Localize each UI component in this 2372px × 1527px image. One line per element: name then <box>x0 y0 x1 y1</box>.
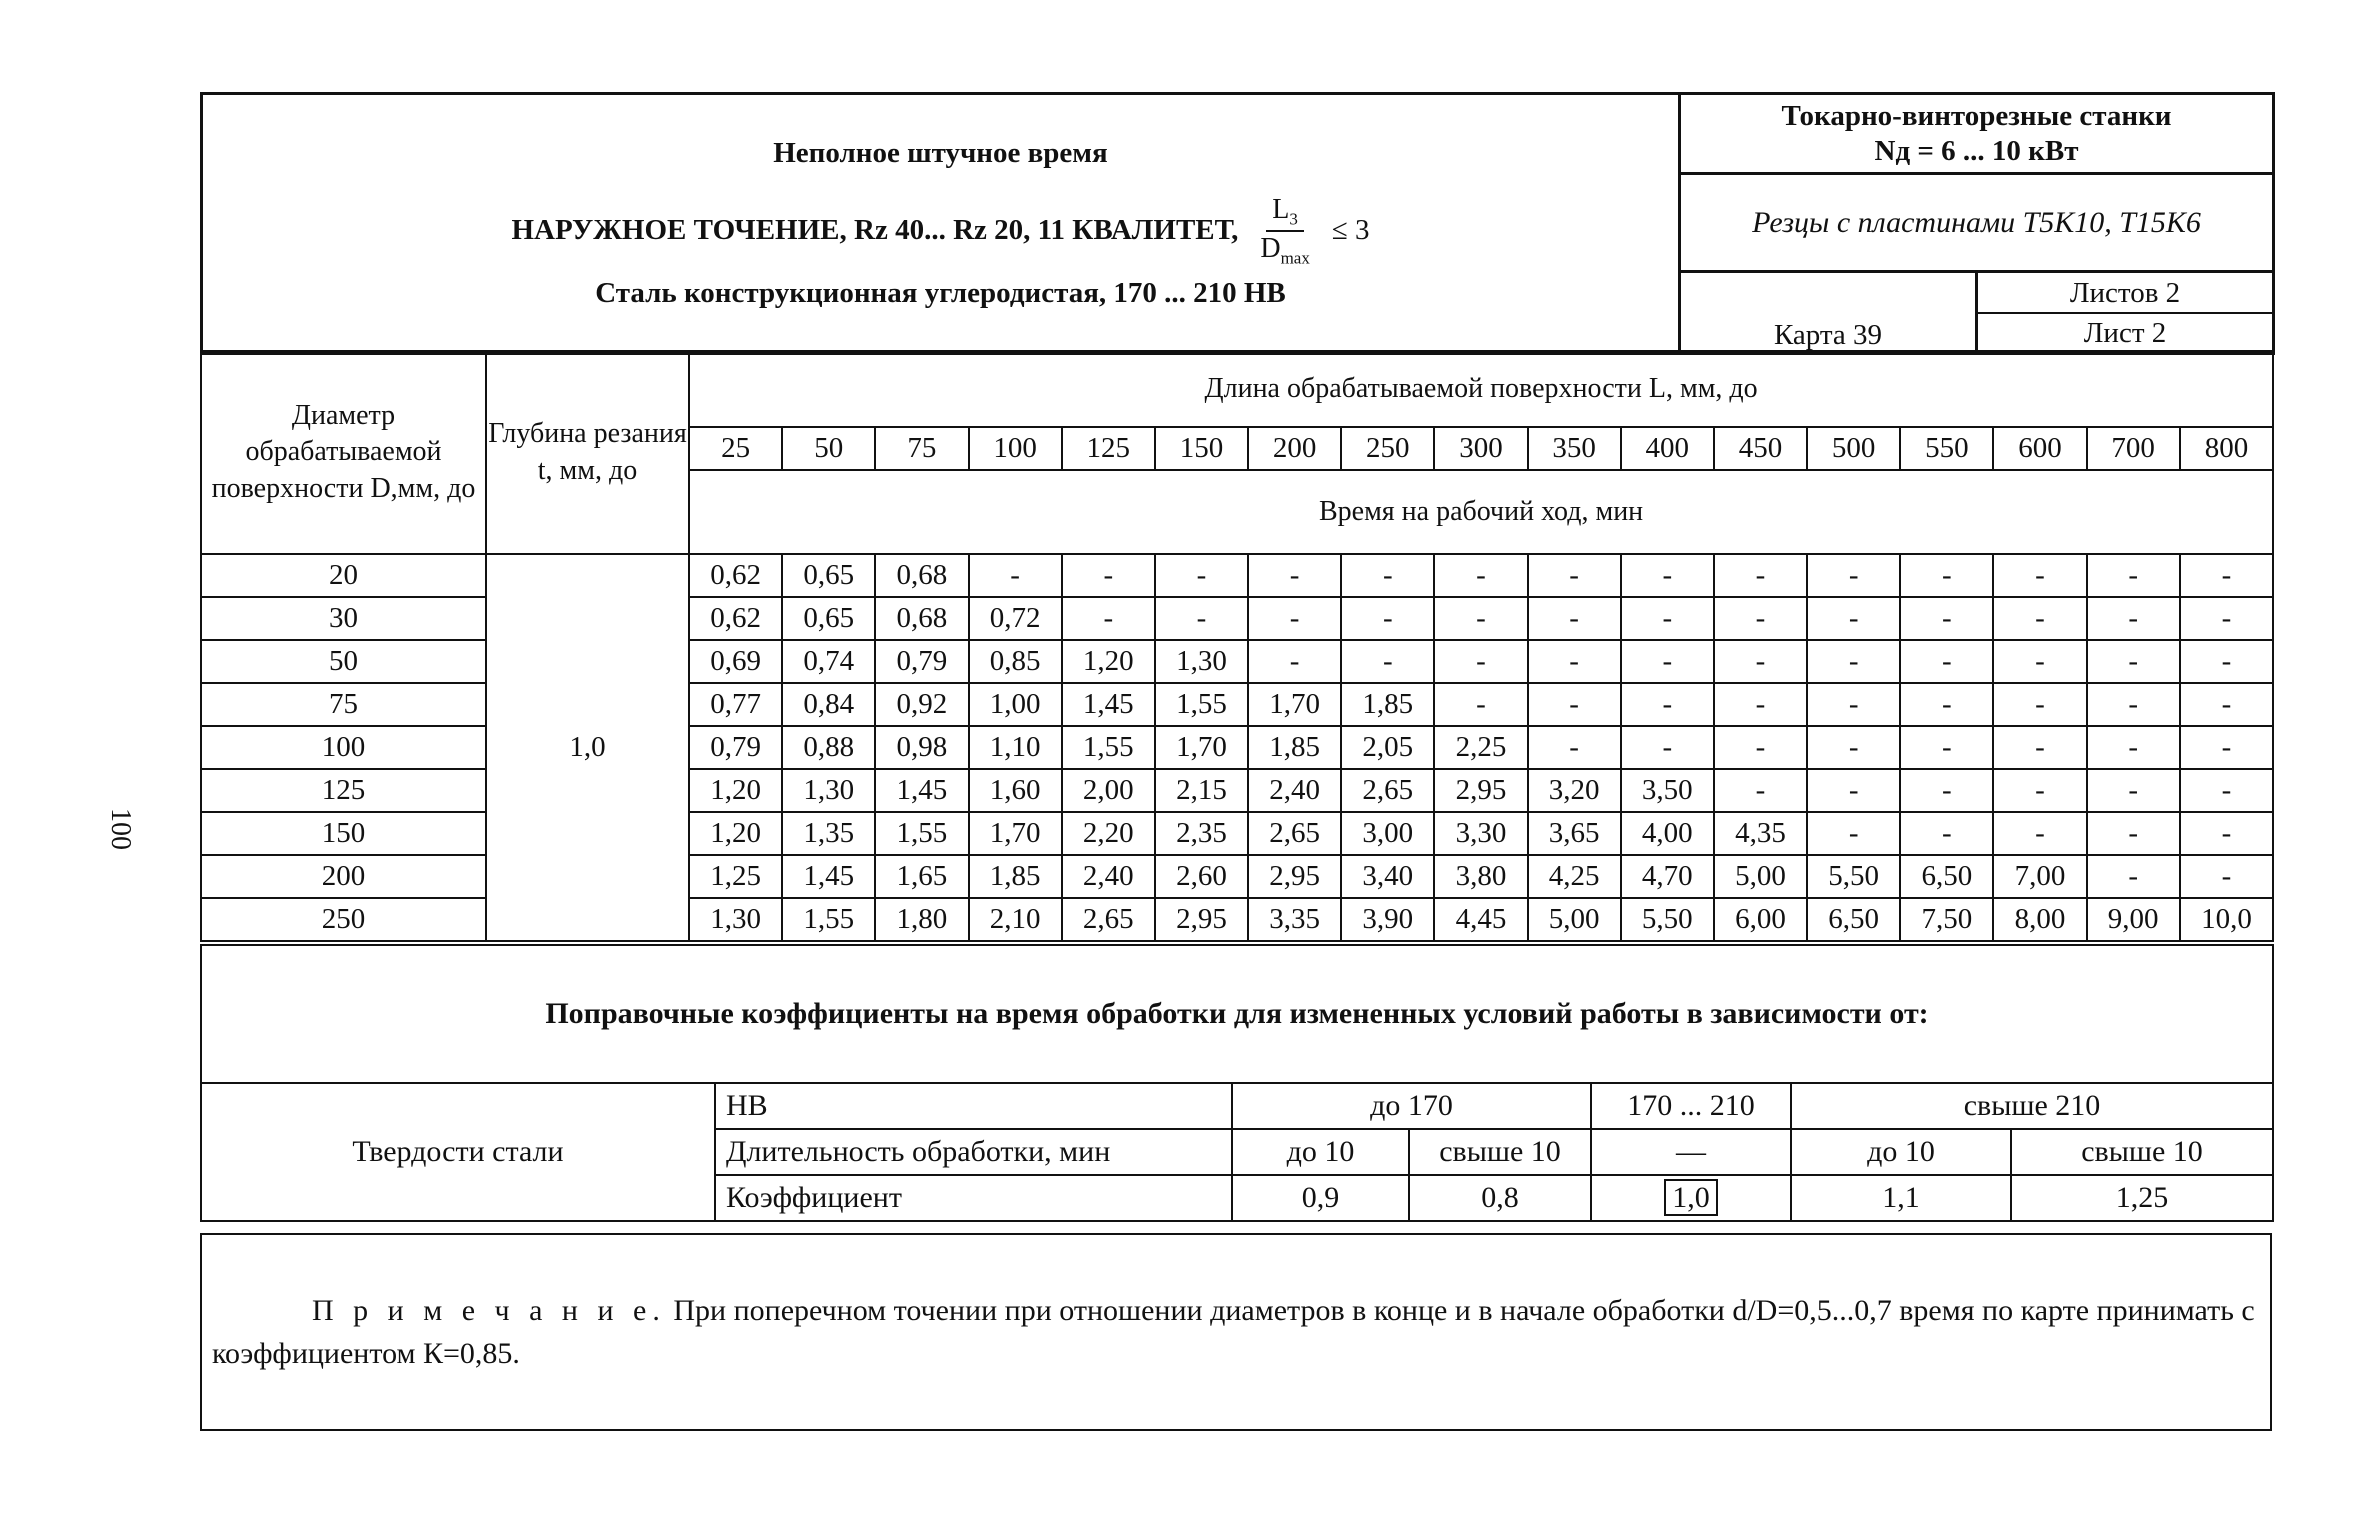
time-value: - <box>1900 726 1993 769</box>
time-value: 0,98 <box>875 726 968 769</box>
time-value: 3,50 <box>1621 769 1714 812</box>
time-value: 2,25 <box>1434 726 1527 769</box>
time-value: 2,00 <box>1062 769 1155 812</box>
coef-1: 0,9 <box>1232 1175 1409 1221</box>
depth-value: 1,0 <box>486 554 689 941</box>
sheets-total: Листов 2 <box>1978 274 2272 314</box>
time-value: 1,00 <box>969 683 1062 726</box>
time-value: - <box>1714 683 1807 726</box>
time-value: - <box>1900 640 1993 683</box>
time-value: - <box>1155 597 1248 640</box>
time-value: 3,00 <box>1341 812 1434 855</box>
time-value: - <box>1807 640 1900 683</box>
time-value: - <box>2180 597 2273 640</box>
time-value: - <box>2180 855 2273 898</box>
time-value: - <box>1621 554 1714 597</box>
time-value: 0,62 <box>689 554 782 597</box>
time-value: - <box>2087 769 2180 812</box>
time-value: - <box>1341 554 1434 597</box>
time-value: - <box>1528 683 1621 726</box>
duration-dash: — <box>1591 1129 1791 1175</box>
time-value: - <box>1993 640 2086 683</box>
time-value: - <box>2087 597 2180 640</box>
time-value: 3,30 <box>1434 812 1527 855</box>
time-value: - <box>1528 640 1621 683</box>
time-value: - <box>2180 554 2273 597</box>
corrections-title: Поправочные коэффициенты на время обработки для измененных условий работы в зависимости от: <box>201 945 2273 1083</box>
time-value: - <box>2180 640 2273 683</box>
time-value: - <box>1434 640 1527 683</box>
time-value: - <box>2180 769 2273 812</box>
col-header-diameter: Диаметр обрабатываемой поверхности D,мм, до <box>201 351 486 554</box>
time-value: 2,65 <box>1248 812 1341 855</box>
time-value: - <box>1807 812 1900 855</box>
time-value: - <box>1900 683 1993 726</box>
time-value: 5,00 <box>1528 898 1621 941</box>
machine-cell <box>1680 94 2274 174</box>
time-value: 0,77 <box>689 683 782 726</box>
time-value: 0,84 <box>782 683 875 726</box>
coef-4: 1,1 <box>1791 1175 2011 1221</box>
time-value: - <box>1993 683 2086 726</box>
time-value: - <box>1807 769 1900 812</box>
card-cell: Карта 39 <box>1680 272 1977 354</box>
time-value: 2,60 <box>1155 855 1248 898</box>
diameter-value: 20 <box>201 554 486 597</box>
time-value: - <box>1434 554 1527 597</box>
time-value: - <box>1248 597 1341 640</box>
time-value: 8,00 <box>1993 898 2086 941</box>
time-table <box>200 350 2274 942</box>
length-header: Длина обрабатываемой поверхности L, мм, до <box>689 351 2273 427</box>
time-value: 3,80 <box>1434 855 1527 898</box>
hb-label: НВ <box>715 1083 1232 1129</box>
time-value: 4,45 <box>1434 898 1527 941</box>
hb-over210: свыше 210 <box>1791 1083 2273 1129</box>
length-value: 550 <box>1900 427 1993 470</box>
time-value: 7,00 <box>1993 855 2086 898</box>
length-value: 100 <box>969 427 1062 470</box>
time-value: - <box>1714 726 1807 769</box>
length-value: 250 <box>1341 427 1434 470</box>
diameter-value: 125 <box>201 769 486 812</box>
time-value: 0,69 <box>689 640 782 683</box>
time-value: 2,65 <box>1341 769 1434 812</box>
time-value: 1,55 <box>782 898 875 941</box>
time-value: 1,30 <box>689 898 782 941</box>
time-value: 1,20 <box>689 769 782 812</box>
time-value: - <box>1528 597 1621 640</box>
length-value: 600 <box>1993 427 2086 470</box>
time-value: - <box>2087 812 2180 855</box>
frac-den-sub: max <box>1280 248 1310 268</box>
length-value: 700 <box>2087 427 2180 470</box>
time-value: - <box>1807 597 1900 640</box>
time-value: 3,20 <box>1528 769 1621 812</box>
time-value: 4,25 <box>1528 855 1621 898</box>
length-value: 50 <box>782 427 875 470</box>
time-value: 9,00 <box>2087 898 2180 941</box>
diameter-value: 75 <box>201 683 486 726</box>
time-value: - <box>1062 554 1155 597</box>
time-value: 1,85 <box>1341 683 1434 726</box>
time-value: 1,55 <box>1062 726 1155 769</box>
machine-line1: Токарно-винторезные станки <box>1781 99 2172 132</box>
time-value: 2,10 <box>969 898 1062 941</box>
corrections-table <box>200 944 2274 1222</box>
length-value: 75 <box>875 427 968 470</box>
time-value: 1,45 <box>1062 683 1155 726</box>
time-value: 5,50 <box>1621 898 1714 941</box>
time-value: 0,62 <box>689 597 782 640</box>
time-value: 1,45 <box>782 855 875 898</box>
time-value: 6,50 <box>1900 855 1993 898</box>
length-value: 800 <box>2180 427 2273 470</box>
time-value: - <box>2087 726 2180 769</box>
time-value: 1,70 <box>1155 726 1248 769</box>
time-value: 1,10 <box>969 726 1062 769</box>
header-line3: Сталь конструкционная углеродистая, 170 ... 210 НВ <box>595 277 1286 310</box>
machine-line2: Nд = 6 ... 10 кВт <box>1874 134 2079 167</box>
time-value: 1,55 <box>875 812 968 855</box>
time-value: 7,50 <box>1900 898 1993 941</box>
time-value: 1,85 <box>1248 726 1341 769</box>
time-value: 0,65 <box>782 554 875 597</box>
time-value: 0,74 <box>782 640 875 683</box>
time-value: 5,00 <box>1714 855 1807 898</box>
sheet-current: Лист 2 <box>2083 316 2167 349</box>
hb-upto170: до 170 <box>1232 1083 1591 1129</box>
header-operation: НАРУЖНОЕ ТОЧЕНИЕ, Rz 40... Rz 20, 11 КВАЛИТЕТ, <box>511 214 1239 247</box>
length-value: 500 <box>1807 427 1900 470</box>
time-value: - <box>1807 726 1900 769</box>
time-value: 2,40 <box>1248 769 1341 812</box>
time-value: 5,50 <box>1807 855 1900 898</box>
time-value: 0,79 <box>875 640 968 683</box>
note-cell <box>201 1234 2271 1430</box>
time-value: - <box>1993 812 2086 855</box>
time-value: - <box>2087 554 2180 597</box>
time-value: - <box>1528 726 1621 769</box>
length-value: 150 <box>1155 427 1248 470</box>
time-value: 1,60 <box>969 769 1062 812</box>
time-value: - <box>1248 640 1341 683</box>
time-value: - <box>2087 683 2180 726</box>
time-value: - <box>1248 554 1341 597</box>
coef-label: Коэффициент <box>715 1175 1232 1221</box>
diameter-value: 150 <box>201 812 486 855</box>
duration-upto10-b: до 10 <box>1791 1129 2011 1175</box>
time-value: 1,30 <box>782 769 875 812</box>
time-value: - <box>2180 683 2273 726</box>
time-value: 3,35 <box>1248 898 1341 941</box>
page-number: 100 <box>105 808 136 850</box>
tools-cell: Резцы с пластинами Т5К10, Т15К6 <box>1680 174 2274 272</box>
time-value: 1,20 <box>689 812 782 855</box>
time-value: - <box>1993 554 2086 597</box>
sheets-cell <box>1977 272 2274 354</box>
time-value: 0,92 <box>875 683 968 726</box>
time-value: - <box>1341 597 1434 640</box>
header-line2 <box>203 193 1678 269</box>
time-value: 1,55 <box>1155 683 1248 726</box>
time-value: - <box>1714 769 1807 812</box>
time-value: 2,15 <box>1155 769 1248 812</box>
table-row <box>201 554 2273 597</box>
length-value: 450 <box>1714 427 1807 470</box>
time-value: 2,35 <box>1155 812 1248 855</box>
time-value: - <box>1714 597 1807 640</box>
time-value: 1,65 <box>875 855 968 898</box>
time-value: - <box>1341 640 1434 683</box>
diameter-value: 250 <box>201 898 486 941</box>
coef-2: 0,8 <box>1409 1175 1591 1221</box>
length-value: 350 <box>1528 427 1621 470</box>
time-value: 6,50 <box>1807 898 1900 941</box>
time-value: 1,70 <box>969 812 1062 855</box>
time-value: 0,85 <box>969 640 1062 683</box>
time-value: - <box>1993 597 2086 640</box>
time-value: 4,35 <box>1714 812 1807 855</box>
header-title-block <box>202 94 1680 354</box>
time-value: 2,05 <box>1341 726 1434 769</box>
hb-range: 170 ... 210 <box>1591 1083 1791 1129</box>
length-value: 300 <box>1434 427 1527 470</box>
time-value: - <box>1621 683 1714 726</box>
time-value: - <box>1714 640 1807 683</box>
time-value: 2,95 <box>1434 769 1527 812</box>
time-value: 4,70 <box>1621 855 1714 898</box>
time-value: 0,65 <box>782 597 875 640</box>
note-table <box>200 1233 2272 1431</box>
time-value: 0,79 <box>689 726 782 769</box>
ratio-fraction <box>1260 193 1310 269</box>
time-value: - <box>1993 726 2086 769</box>
time-value: - <box>1807 683 1900 726</box>
time-value: 0,72 <box>969 597 1062 640</box>
time-value: 0,88 <box>782 726 875 769</box>
time-value: - <box>2180 812 2273 855</box>
frac-tail: ≤ 3 <box>1331 214 1370 247</box>
time-value: 1,80 <box>875 898 968 941</box>
time-value: 2,20 <box>1062 812 1155 855</box>
time-value: 2,65 <box>1062 898 1155 941</box>
note-text: При поперечном точении при отношении диаметров в конце и в начале обработки d/D=0,5...0,7 время по карте принимать с коэффициентом К=0,85. <box>212 1293 2255 1370</box>
note-prefix: П р и м е ч а н и е. <box>312 1293 666 1327</box>
time-value: - <box>2087 855 2180 898</box>
time-value: 3,40 <box>1341 855 1434 898</box>
time-value: 1,25 <box>689 855 782 898</box>
time-header: Время на рабочий ход, мин <box>689 470 2273 554</box>
time-value: 0,68 <box>875 554 968 597</box>
time-value: - <box>969 554 1062 597</box>
duration-label: Длительность обработки, мин <box>715 1129 1232 1175</box>
time-value: 1,35 <box>782 812 875 855</box>
length-value: 200 <box>1248 427 1341 470</box>
time-value: 2,40 <box>1062 855 1155 898</box>
col-header-depth: Глубина резания t, мм, до <box>486 351 689 554</box>
time-value: 1,70 <box>1248 683 1341 726</box>
length-value: 25 <box>689 427 782 470</box>
time-value: - <box>1062 597 1155 640</box>
time-value: 2,95 <box>1248 855 1341 898</box>
time-value: - <box>1434 597 1527 640</box>
diameter-value: 30 <box>201 597 486 640</box>
time-value: - <box>1621 597 1714 640</box>
time-value: - <box>1434 683 1527 726</box>
time-value: - <box>1528 554 1621 597</box>
time-value: - <box>1621 726 1714 769</box>
time-value: - <box>2180 726 2273 769</box>
header-line1: Неполное штучное время <box>773 136 1108 169</box>
time-value: 3,65 <box>1528 812 1621 855</box>
time-value: 1,30 <box>1155 640 1248 683</box>
time-value: - <box>2087 640 2180 683</box>
time-value: - <box>1714 554 1807 597</box>
frac-num: L <box>1272 193 1290 225</box>
time-value: - <box>1993 769 2086 812</box>
time-value: - <box>1621 640 1714 683</box>
header-table <box>200 92 2275 355</box>
diameter-value: 50 <box>201 640 486 683</box>
duration-over10-b: свыше 10 <box>2011 1129 2273 1175</box>
time-value: 0,68 <box>875 597 968 640</box>
time-value: 2,95 <box>1155 898 1248 941</box>
frac-den: D <box>1260 232 1281 264</box>
time-value: 6,00 <box>1714 898 1807 941</box>
duration-upto10-a: до 10 <box>1232 1129 1409 1175</box>
length-value: 125 <box>1062 427 1155 470</box>
coef-3-cell <box>1591 1175 1791 1221</box>
diameter-value: 200 <box>201 855 486 898</box>
time-value: - <box>1900 769 1993 812</box>
time-value: - <box>1155 554 1248 597</box>
diameter-value: 100 <box>201 726 486 769</box>
time-value: - <box>1900 597 1993 640</box>
time-value: 3,90 <box>1341 898 1434 941</box>
hardness-label: Твердости стали <box>201 1083 715 1221</box>
time-value: 1,20 <box>1062 640 1155 683</box>
coef-3: 1,0 <box>1664 1179 1718 1216</box>
time-value: 1,85 <box>969 855 1062 898</box>
time-value: 4,00 <box>1621 812 1714 855</box>
frac-num-sub: 3 <box>1289 209 1298 229</box>
length-value: 400 <box>1621 427 1714 470</box>
time-value: - <box>1807 554 1900 597</box>
duration-over10-a: свыше 10 <box>1409 1129 1591 1175</box>
time-value: 10,0 <box>2180 898 2273 941</box>
time-value: - <box>1900 812 1993 855</box>
time-value: 1,45 <box>875 769 968 812</box>
time-value: - <box>1900 554 1993 597</box>
coef-5: 1,25 <box>2011 1175 2273 1221</box>
